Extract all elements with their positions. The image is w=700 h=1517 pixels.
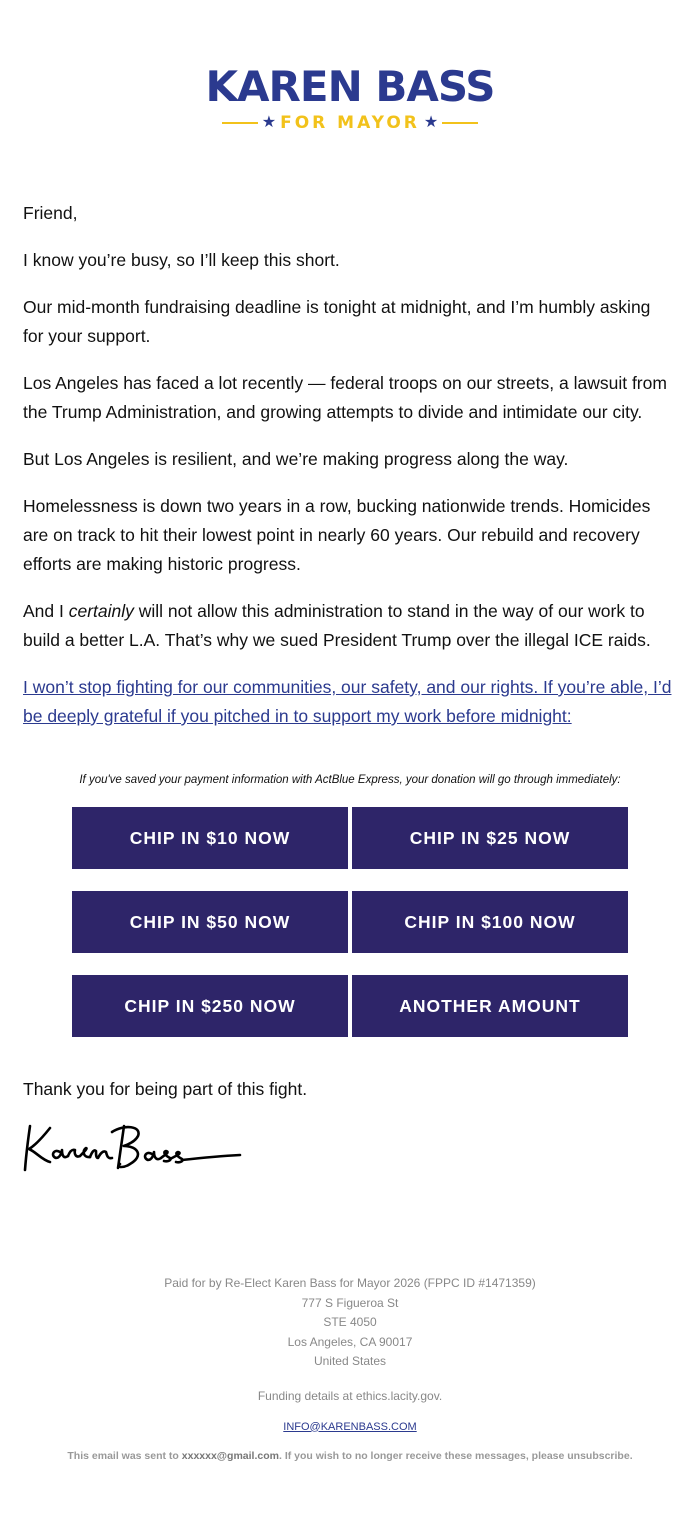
logo-subtitle: [0, 112, 700, 134]
emphasis-text: certainly: [68, 601, 134, 621]
chip-in-10-button[interactable]: CHIP IN $10 NOW: [72, 807, 348, 869]
paragraph-text: And I: [23, 601, 69, 621]
actblue-notice: If you've saved your payment information with ActBlue Express, your donation will go through immediately:: [79, 774, 621, 786]
paragraph: Our mid-month fundraising deadline is tonight at midnight, and I’m humbly asking for your support.: [23, 297, 651, 346]
donation-button-grid: [72, 807, 628, 1037]
address-street: 777 S Figueroa St: [301, 1295, 399, 1310]
unsubscribe-text: This email was sent to: [67, 1449, 182, 1462]
funding-details: Funding details at ethics.lacity.gov.: [257, 1388, 443, 1403]
signature-image: [20, 1118, 250, 1178]
unsubscribe-notice: [0, 1448, 700, 1464]
donate-link[interactable]: I won’t stop fighting for our communities, our safety, and our rights. If you’re able, I’d be deeply grateful if you pitched in to support my work before midnight:: [23, 677, 672, 726]
campaign-logo: [0, 64, 700, 134]
email-footer: [0, 1274, 700, 1464]
address-city: Los Angeles, CA 90017: [287, 1334, 413, 1349]
chip-in-250-button[interactable]: CHIP IN $250 NOW: [72, 975, 348, 1037]
contact-email-link[interactable]: INFO@KARENBASS.COM: [283, 1420, 417, 1433]
closing-text: Thank you for being part of this fight.: [23, 1079, 308, 1099]
unsubscribe-text: . If you wish to no longer receive these messages, please unsubscribe.: [278, 1449, 633, 1462]
paragraph: [23, 673, 673, 731]
chip-in-50-button[interactable]: CHIP IN $50 NOW: [72, 891, 348, 953]
email-body: [23, 199, 673, 749]
chip-in-25-button[interactable]: CHIP IN $25 NOW: [352, 807, 628, 869]
address-country: United States: [313, 1354, 387, 1368]
recipient-email: xxxxxx@gmail.com: [181, 1449, 279, 1462]
paragraph: Los Angeles has faced a lot recently — federal troops on our streets, a lawsuit from the Trump Administration, and growing attempts to divide and intimidate our city.: [23, 373, 667, 422]
another-amount-button[interactable]: ANOTHER AMOUNT: [352, 975, 628, 1037]
logo-sub-text: FOR MAYOR: [280, 113, 420, 133]
logo-left-rule: [222, 122, 258, 124]
paid-for-text: Paid for by Re-Elect Karen Bass for Mayor 2026 (FPPC ID #1471359): [164, 1276, 536, 1290]
paragraph-text: will not allow this administration to stand in the way of our work to build a better L.A. That’s why we sued President Trump over the illegal ICE raids.: [23, 601, 651, 650]
contact-email: [0, 1418, 700, 1436]
paragraph: I know you’re busy, so I’ll keep this short.: [23, 250, 340, 270]
chip-in-100-button[interactable]: CHIP IN $100 NOW: [352, 891, 628, 953]
logo-name: KAREN BASS: [205, 62, 495, 111]
mailing-address: [0, 1274, 700, 1372]
star-icon: ★: [261, 114, 277, 131]
greeting: Friend,: [23, 203, 78, 223]
paragraph: Homelessness is down two years in a row, bucking nationwide trends. Homicides are on track to hit their lowest point in nearly 60 years. Our rebuild and recovery efforts are making historic progress.: [23, 496, 651, 574]
paragraph: But Los Angeles is resilient, and we’re making progress along the way.: [23, 449, 569, 469]
star-icon: ★: [423, 114, 439, 131]
logo-right-rule: [442, 122, 478, 124]
paragraph: [23, 597, 673, 655]
address-suite: STE 4050: [323, 1315, 377, 1329]
